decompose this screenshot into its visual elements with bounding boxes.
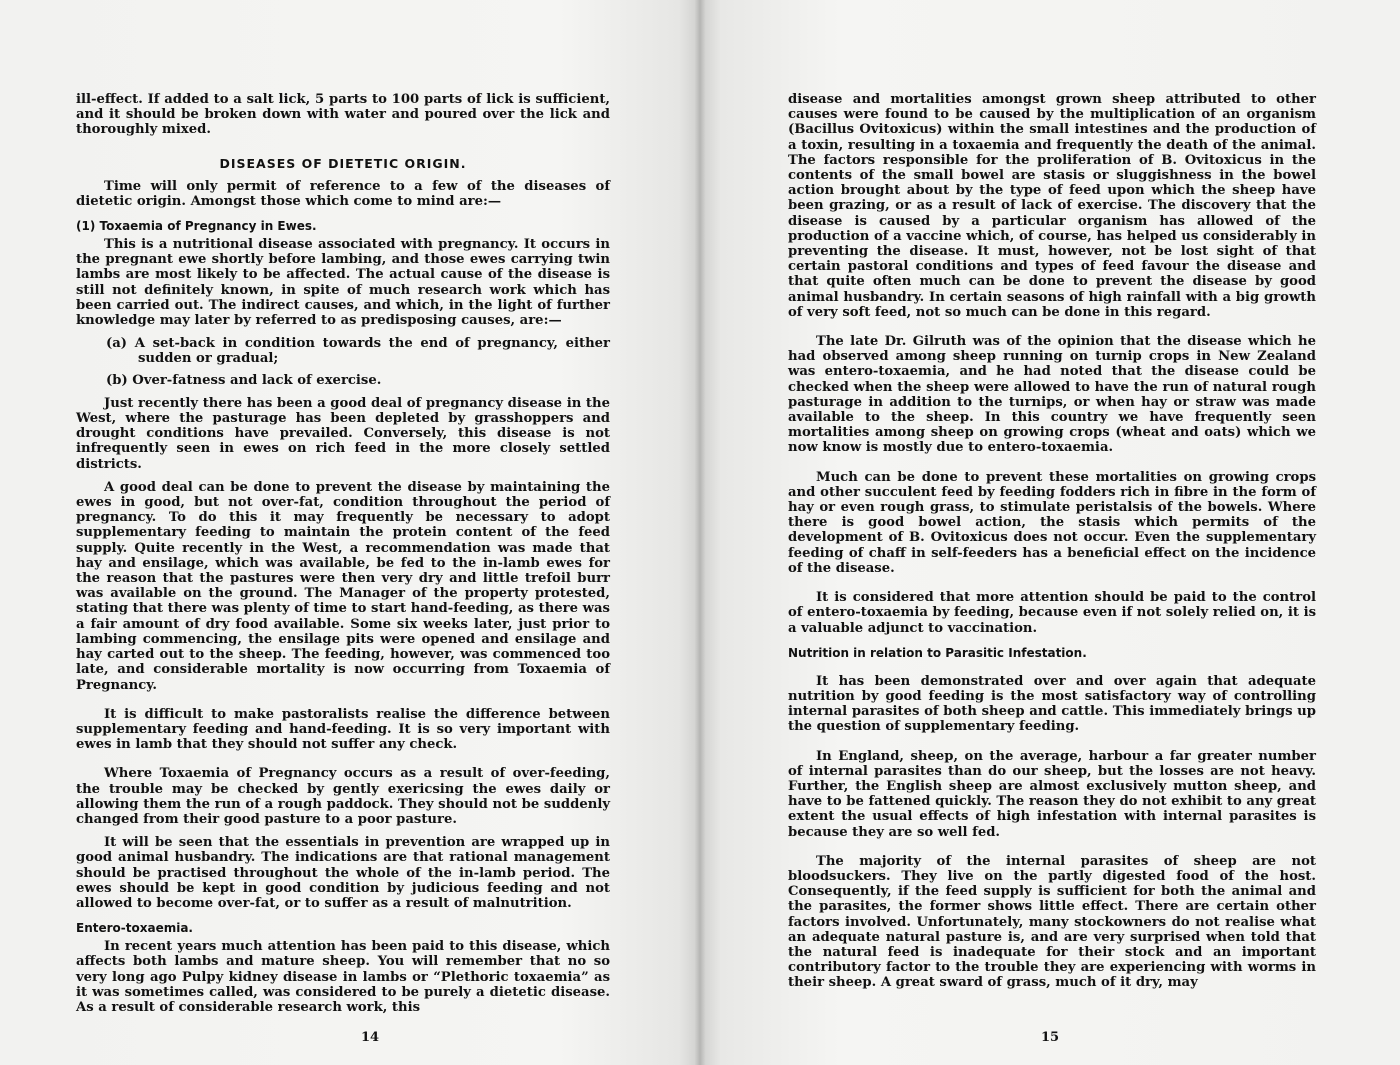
paragraph-demonstrated: It has been demonstrated over and over again that adequate nutrition by good feeding is the most satisfactory way of controlling internal parasites of both sheep and cattle. This immediately brings up the question of supplementary feeding. — [788, 673, 1316, 735]
book-gutter — [694, 0, 706, 1065]
paragraph-good-deal: A good deal can be done to prevent the disease by maintaining the ewes in good, but not over-fat, condition throughout the period of pregnancy. To do this it may frequently be necessary to adopt supplementary feeding to maintain the protein content of the feed supply. Quite recently in the West, a recommendation was made that hay and ensilage, which was available, be fed to the in-lamb ewes for the reason that the pastures were then very dry and little trefoil burr was available on the ground. The Manager of the property protested, stating that there was plenty of time to start hand-feeding, as there was a fair amount of dry food available. Some six weeks later, just prior to lambing commencing, the ensilage pits were opened and ensilage and hay carted out to the sheep. The feeding, however, was commenced too late, and considerable mortality is now occurring from Toxaemia of Pregnancy. — [76, 479, 610, 693]
paragraph-disease: disease and mortalities amongst grown sheep attributed to other causes were found to be caused by the multiplication of an organism (Bacillus Ovitoxicus) within the small intestines and the production of a toxin, resulting in a toxaemia and frequently the death of the animal. The factors responsible for the proliferation of B. Ovitoxicus in the contents of the small bowel are stasis or sluggishness in the bowel action brought about by the type of feed upon which the sheep have been grazing, or as a result of lack of exercise. The discovery that the disease is caused by a particular organism has allowed of the production of a vaccine which, of course, has helped us considerably in preventing the disease. It must, however, not be lost sight of that certain pastoral conditions and types of feed favour the disease and that quite often much can be done to prevent the disease by good animal husbandry. In certain seasons of high rainfall with a big growth of very soft feed, not so much can be done in this regard. — [788, 92, 1316, 320]
paragraph-majority: The majority of the internal parasites of sheep are not bloodsuckers. They live on the partly digested food of the host. Consequently, if the feed supply is sufficient for both the animal and the parasites, the former shows little effect. There are certain other factors involved. Unfortunately, many stockowners do not realise what an adequate natural pasture is, and are very surprised when told that the natural feed is inadequate for their stock and an important contributory factor to the trouble they are experiencing with worms in their sheep. A great sward of grass, much of it dry, may — [788, 853, 1316, 991]
paragraph-seen: It will be seen that the essentials in prevention are wrapped up in good animal husbandry. The indications are that rational management should be practised throughout the whole of the in-lamb period. The ewes should be kept in good condition by judicious feeding and not allowed to become over-fat, or to suffer as a result of malnutrition. — [76, 835, 610, 911]
paragraph-england: In England, sheep, on the average, harbour a far greater number of internal parasites than do our sheep, but the losses are not heavy. Further, the English sheep are almost exclusively mutton sheep, and have to be fattened quickly. The reason they do not exhibit to any great extent the usual effects of high infestation with internal parasites is because they are so well fed. — [788, 748, 1316, 840]
paragraph-intro: ill-effect. If added to a salt lick, 5 parts to 100 parts of lick is sufficient, and it should be broken down with water and poured over the lick and thoroughly mixed. — [76, 92, 610, 138]
paragraph-nutritional: This is a nutritional disease associated with pregnancy. It occurs in the pregnant ewe shortly before lambing, and those ewes carrying twin lambs are most likely to be affected. The actual cause of the disease is still not definitely known, in spite of much research work which has been carried out. The indirect causes, and which, in the light of further knowledge may later by referred to as predisposing causes, are:— — [76, 237, 610, 329]
section-title: DISEASES OF DIETETIC ORIGIN. — [219, 155, 467, 171]
paragraph-recently: Just recently there has been a good deal of pregnancy disease in the West, where the pasturage has been depleted by grasshoppers and drought conditions have prevailed. Conversely, this disease is not infrequently seen in ewes on rich feed in the more closely settled districts. — [76, 395, 610, 472]
list-item: (a) A set-back in condition towards the end of pregnancy, either sudden or gradual; — [106, 336, 610, 367]
causes-list — [76, 336, 610, 388]
paragraph-gilruth: The late Dr. Gilruth was of the opinion that the disease which he had observed among sheep running on turnip crops in New Zealand was entero-toxaemia, and he had noted that the disease could be checked when the sheep were allowed to have the run of natural rough pasturage in addition to the turnips, or when hay or straw was made available to the sheep. In this country we have frequently seen mortalities among sheep on growing crops (wheat and oats) which we now know is mostly due to entero-toxaemia. — [788, 334, 1316, 456]
paragraph-difficult: It is difficult to make pastoralists realise the difference between supplementary feeding and hand-feeding. It is so very important with ewes in lamb that they should not suffer any check. — [76, 706, 610, 753]
heading-entero: Entero-toxaemia. — [76, 921, 193, 936]
paragraph-much: Much can be done to prevent these mortalities on growing crops and other succulent feed by feeding fodders rich in fibre in the form of hay or even rough grass, to stimulate peristalsis of the bowels. Where there is good bowel action, the stasis which permits of the development of B. Ovitoxicus does not occur. Even the supplementary feeding of chaff in self-feeders has a beneficial effect on the incidence of the disease. — [788, 469, 1316, 576]
list-item: (b) Over-fatness and lack of exercise. — [106, 372, 382, 388]
heading-nutrition: Nutrition in relation to Parasitic Infestation. — [788, 645, 1087, 660]
paragraph-considered: It is considered that more attention should be paid to the control of entero-toxaemia by feeding, because even if not solely relied on, it is a valuable adjunct to vaccination. — [788, 590, 1316, 636]
paragraph-recent-years: In recent years much attention has been paid to this disease, which affects both lambs and mature sheep. You will remember that no so very long ago Pulpy kidney disease in lambs or “Plethoric toxaemia” as it was sometimes called, was considered to be purely a dietetic disease. As a result of considerable research work, this — [76, 939, 610, 1015]
page-number-left: 14 — [360, 1030, 380, 1045]
paragraph-where: Where Toxaemia of Pregnancy occurs as a result of over-feeding, the trouble may be checked by gently exericsing the ewes daily or allowing them the run of a rough paddock. They should not be suddenly changed from their good pasture to a poor pasture. — [76, 766, 610, 827]
paragraph-time: Time will only permit of reference to a few of the diseases of dietetic origin. Amongst those which come to mind are:— — [76, 178, 610, 209]
heading-toxaemia: (1) Toxaemia of Pregnancy in Ewes. — [76, 219, 317, 234]
right-page — [700, 0, 1400, 1065]
page-number-right: 15 — [1040, 1030, 1060, 1045]
